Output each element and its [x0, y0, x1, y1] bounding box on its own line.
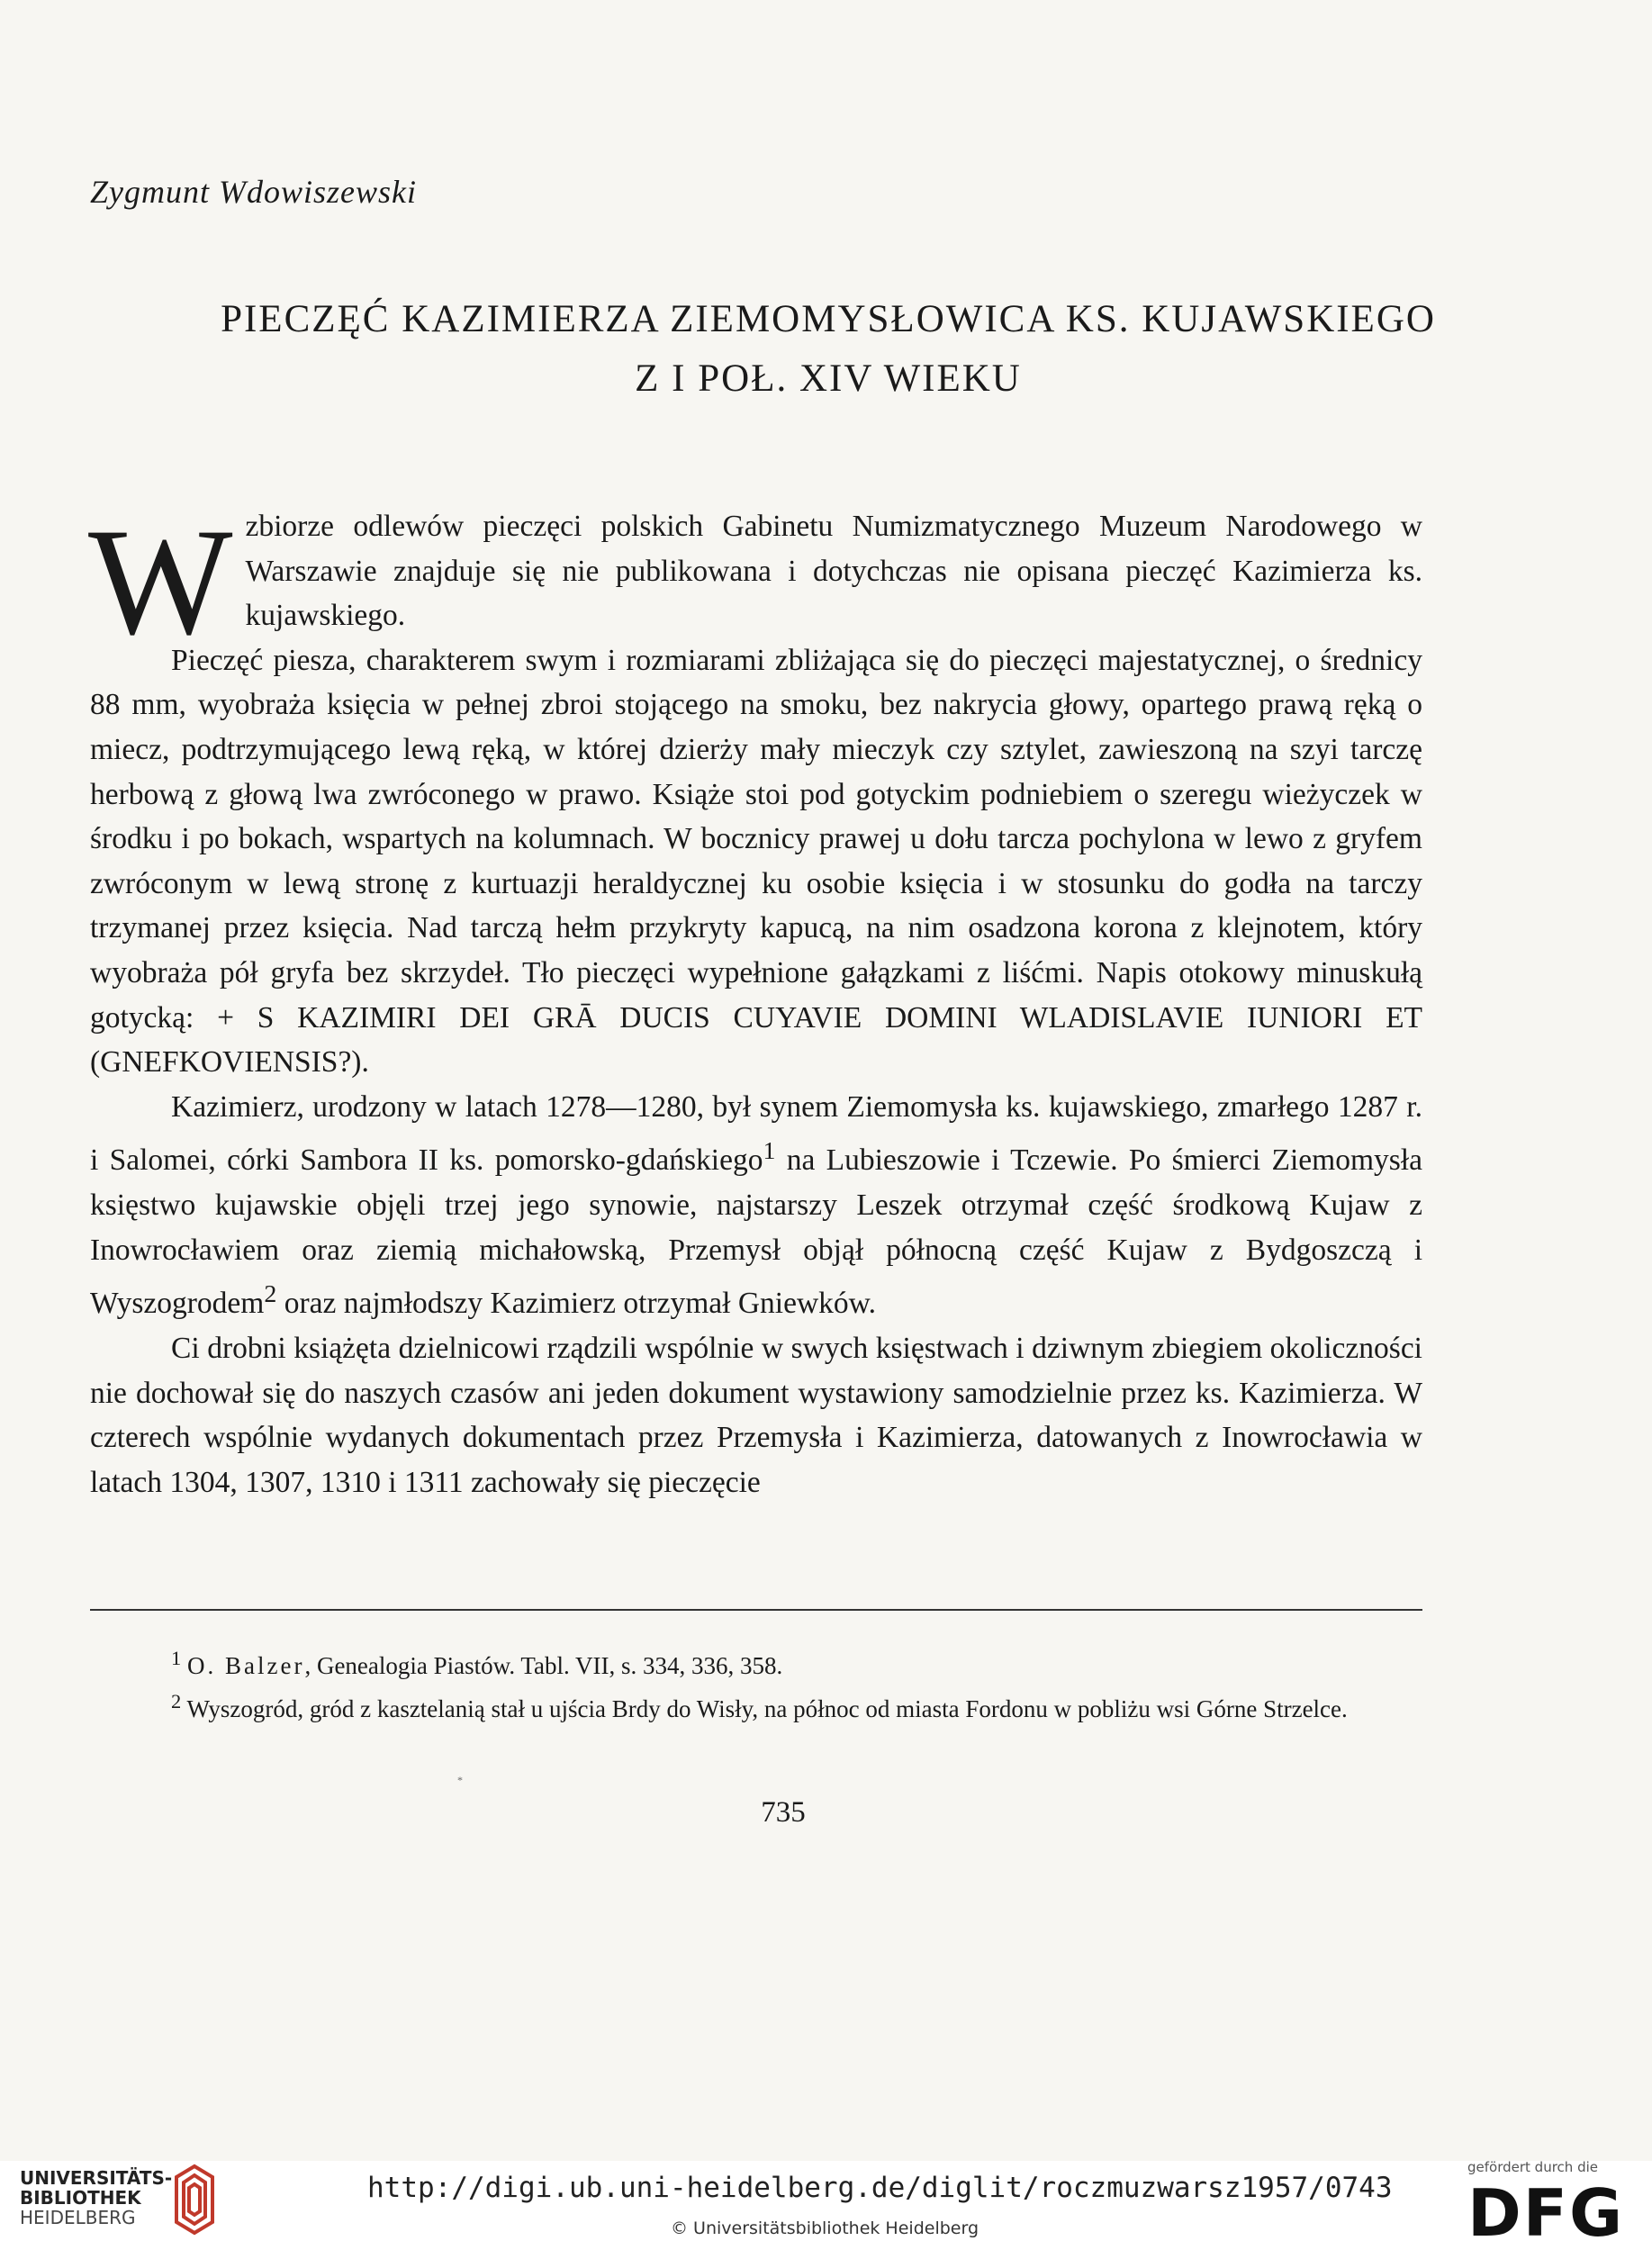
- footnote-2-text: Wyszogród, gród z kasztelanią stał u ujścia Brdy do Wisły, na północ od miasta Fordonu w pobliżu wsi Górne Strzelce.: [181, 1695, 1348, 1722]
- permalink-url[interactable]: http://digi.ub.uni-heidelberg.de/diglit/roczmuzwarsz1957/0743: [367, 2172, 1393, 2204]
- footnote-ref-1[interactable]: 1: [763, 1137, 776, 1166]
- library-logo-text[interactable]: [20, 2168, 172, 2227]
- drop-cap: W: [88, 497, 233, 666]
- footnote-1-number: 1: [171, 1647, 182, 1669]
- footnote-1-author: O. Balzer: [187, 1652, 305, 1679]
- author-name: Zygmunt Wdowiszewski: [90, 174, 418, 210]
- paragraph-3-part-a: Kazimierz, urodzony w latach 1278—1280, był synem Ziemomysła ks. kujawskiego, zmarłego 1287 r. i Salomei, córki Sambora II ks. pomorsko-gdańskiego: [90, 1089, 1422, 1178]
- title-line-2: Z I POŁ. XIV WIEKU: [635, 357, 1022, 400]
- article-title: [90, 290, 1566, 409]
- library-line-1: UNIVERSITÄTS-: [20, 2167, 173, 2189]
- library-line-3: HEIDELBERG: [20, 2207, 136, 2228]
- footnote-2: [90, 1684, 1422, 1727]
- paragraph-3-part-b: na Lubieszowie i Tczewie. Po śmierci Ziemomysła księstwo kujawskie objęli trzej jego synowie, najstarszy Leszek otrzymał część środkową Kujaw z Inowrocławiem oraz ziemią michałowską, Przemysł objął północną część Kujaw z Bydgoszczą i Wyszogrodem: [90, 1143, 1422, 1321]
- footnote-2-number: 2: [171, 1690, 182, 1712]
- article-body: [88, 497, 1422, 1504]
- margin-mark: *: [457, 1774, 463, 1786]
- paragraph-4: Ci drobni książęta dzielnicowi rządzili wspólnie w swych księstwach i dziwnym zbiegiem okoliczności nie dochował się do naszych czasów ani jeden dokument wystawiony samodzielnie przez ks. Kazimierza. W czterech wspólnie wydanych dokumentach przez Przemysła i Kazimierza, datowanych z Inowrocławia w latach 1304, 1307, 1310 i 1311 zachowały się pieczęcie: [90, 1332, 1422, 1499]
- copyright-notice: © Universitätsbibliothek Heidelberg: [671, 2218, 979, 2238]
- footnote-ref-2[interactable]: 2: [264, 1280, 277, 1309]
- funder-caption: gefördert durch die: [1467, 2159, 1598, 2175]
- paragraph-1: [88, 497, 1422, 666]
- paragraph-3: [90, 1085, 1422, 1326]
- page-number: 735: [761, 1796, 806, 1829]
- paragraph-1-text: zbiorze odlewów pieczęci polskich Gabinetu Numizmatycznego Muzeum Narodowego w Warszawie znajduje się nie publikowana i dotychczas nie opisana pieczęć Kazimierza ks. kujawskiego.: [245, 510, 1422, 633]
- dfg-logo[interactable]: DFG: [1467, 2175, 1625, 2251]
- footnote-1: [90, 1640, 1422, 1684]
- library-logo-icon: [167, 2159, 221, 2240]
- paragraph-2: Pieczęć piesza, charakterem swym i rozmiarami zbliżająca się do pieczęci majestatycznej, o średnicy 88 mm, wyobraża księcia w pełnej zbroi stojącego na smoku, bez nakrycia głowy, opartego prawą ręką o miecz, podtrzymującego lewą ręką, w której dzierży mały mieczyk czy sztylet, zawieszoną na szyi tarczę herbową z głową lwa zwróconego w prawo. Książe stoi pod gotyckim podniebiem o szeregu wieżyczek w środku i po bokach, wspartych na kolumnach. W bocznicy prawej u dołu tarcza pochylona w lewo z gryfem zwróconym w lewą stronę z kurtuazji heraldycznej ku osobie księcia i w stosunku do godła na tarczy trzymanej przez księcia. Nad tarczą hełm przykryty kapucą, na nim osadzona korona z klejnotem, który wyobraża pół gryfa bez skrzydeł. Tło pieczęci wypełnione gałązkami z liśćmi. Napis otokowy minuskułą gotycką: + S KAZIMIRI DEI GRĀ DUCIS CUYAVIE DOMINI WLADISLAVIE IUNIORI ET (GNEFKOVIENSIS?).: [90, 643, 1422, 1080]
- title-line-1: PIECZĘĆ KAZIMIERZA ZIEMOMYSŁOWICA KS. KUJAWSKIEGO: [221, 298, 1436, 340]
- footnote-divider: [90, 1609, 1422, 1611]
- footnote-1-text: , Genealogia Piastów. Tabl. VII, s. 334, 336, 358.: [304, 1652, 783, 1679]
- paragraph-3-part-c: oraz najmłodszy Kazimierz otrzymał Gniewków.: [276, 1287, 877, 1321]
- library-line-2: BIBLIOTHEK: [20, 2187, 141, 2209]
- footnotes: [90, 1640, 1422, 1727]
